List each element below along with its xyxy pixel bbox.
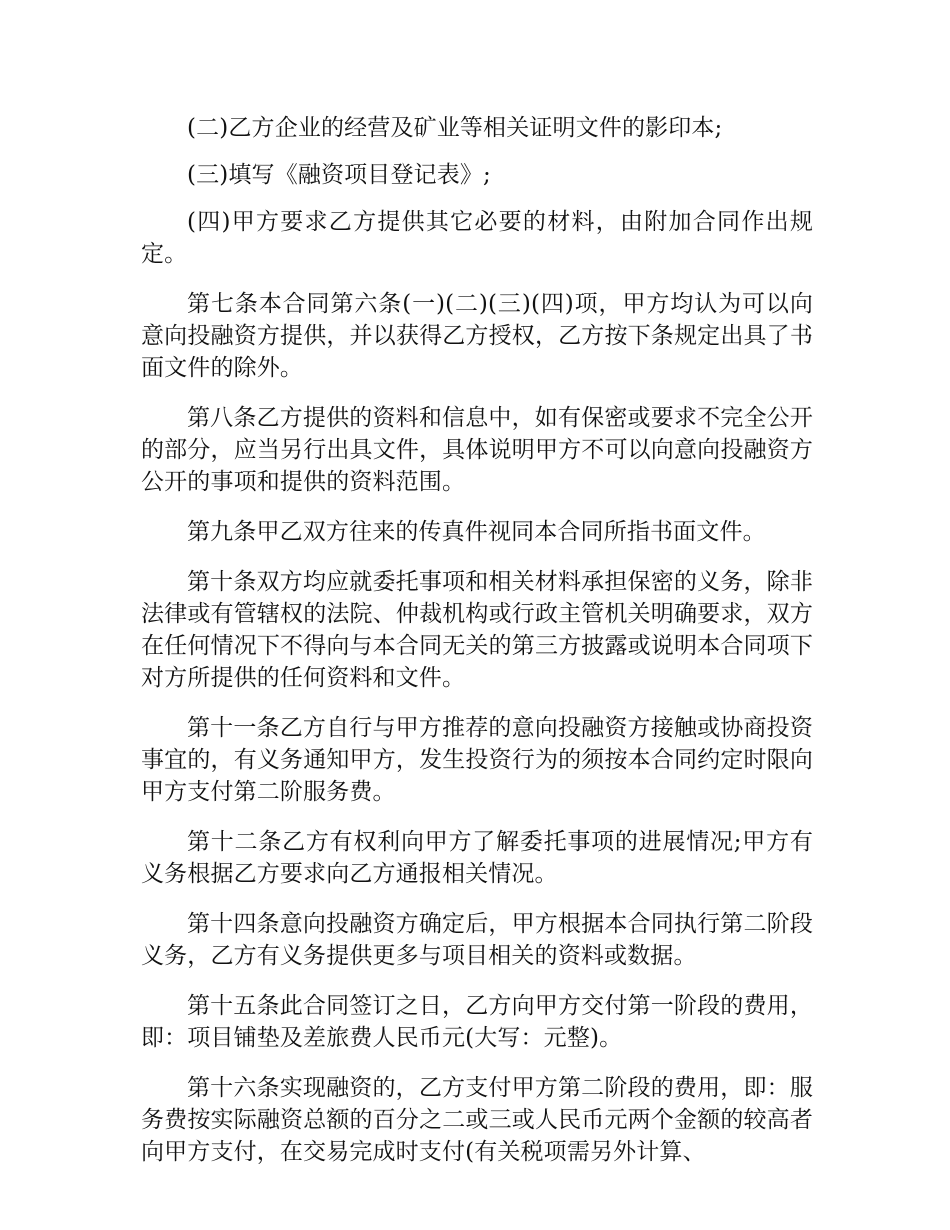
document-body bbox=[141, 112, 813, 1186]
paragraph-article-7: 第七条本合同第六条(一)(二)(三)(四)项，甲方均认为可以向意向投融资方提供，并以获得乙方授权，乙方按下条规定出具了书面文件的除外。 bbox=[141, 291, 813, 381]
paragraph-article-15: 第十五条此合同签订之日，乙方向甲方交付第一阶段的费用，即：项目铺垫及差旅费人民币元(大写：元整)。 bbox=[141, 993, 813, 1051]
paragraph-clause-6-3: (三)填写《融资项目登记表》; bbox=[187, 162, 491, 188]
paragraph-clause-6-2: (二)乙方企业的经营及矿业等相关证明文件的影印本; bbox=[187, 115, 723, 141]
paragraph-article-9: 第九条甲乙双方往来的传真件视同本合同所指书面文件。 bbox=[187, 519, 766, 545]
paragraph-article-16: 第十六条实现融资的，乙方支付甲方第二阶段的费用，即：服务费按实际融资总额的百分之二或三或人民币元两个金额的较高者向甲方支付，在交易完成时支付(有关税项需另外计算、 bbox=[141, 1075, 813, 1165]
paragraph-article-8: 第八条乙方提供的资料和信息中，如有保密或要求不完全公开的部分，应当另行出具文件，具体说明甲方不可以向意向投融资方公开的事项和提供的资料范围。 bbox=[141, 405, 813, 495]
paragraph-article-11: 第十一条乙方自行与甲方推荐的意向投融资方接触或协商投资事宜的，有义务通知甲方，发生投资行为的须按本合同约定时限向甲方支付第二阶服务费。 bbox=[141, 715, 813, 805]
paragraph-article-12: 第十二条乙方有权利向甲方了解委托事项的进展情况;甲方有义务根据乙方要求向乙方通报相关情况。 bbox=[141, 829, 813, 887]
paragraph-article-10: 第十条双方均应就委托事项和相关材料承担保密的义务，除非法律或有管辖权的法院、仲裁机构或行政主管机关明确要求，双方在任何情况下不得向与本合同无关的第三方披露或说明本合同项下对方所提供的任何资料和文件。 bbox=[141, 569, 813, 691]
paragraph-clause-6-4: (四)甲方要求乙方提供其它必要的材料，由附加合同作出规定。 bbox=[141, 209, 813, 267]
paragraph-article-14: 第十四条意向投融资方确定后，甲方根据本合同执行第二阶段义务，乙方有义务提供更多与项目相关的资料或数据。 bbox=[141, 911, 813, 969]
